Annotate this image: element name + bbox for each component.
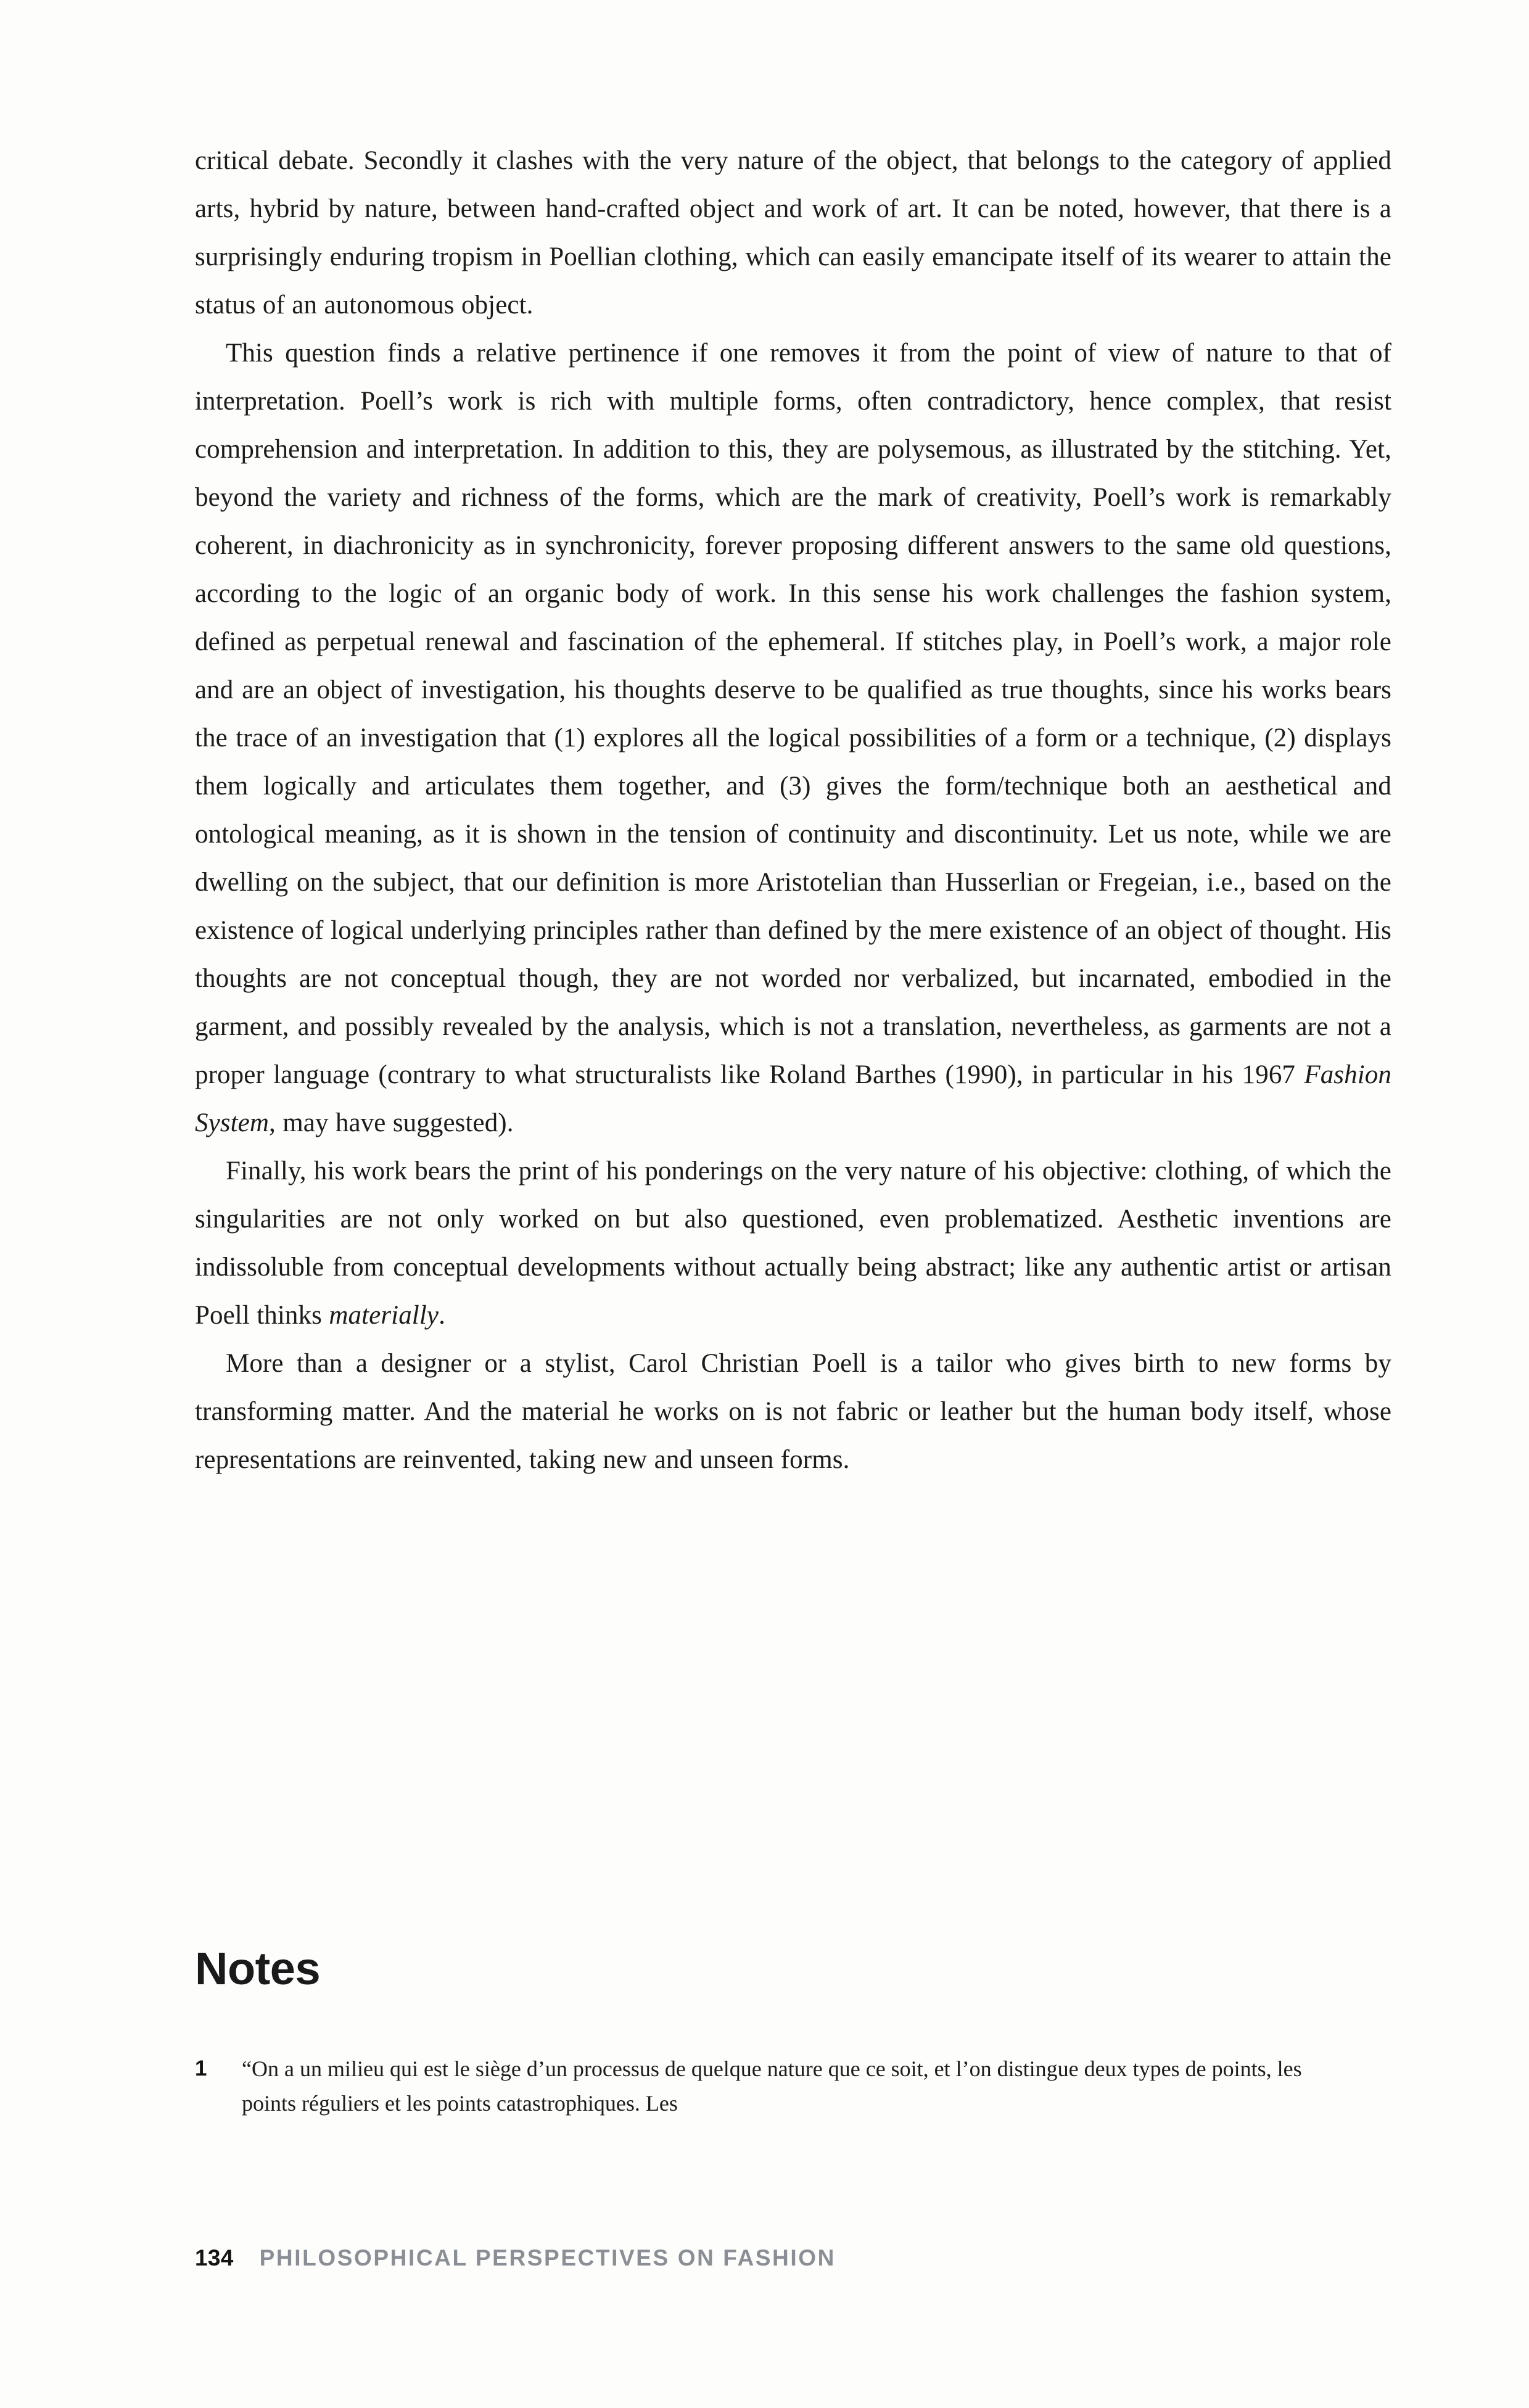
- page-footer: [195, 2245, 836, 2271]
- paragraph-text-run: This question finds a relative pertinence if one removes it from the point of view of nature to that of interpretation. Poell’s work is rich with multiple forms, often contradictory, hence complex, that resist comprehension and interpretation. In addition to this, they are polysemous, as illustrated by the stitching. Yet, beyond the variety and richness of the forms, which are the mark of creativity, Poell’s work is remarkably coherent, in diachronicity as in synchronicity, forever proposing different answers to the same old questions, according to the logic of an organic body of work. In this sense his work challenges the fashion system, defined as perpetual renewal and fascination of the ephemeral. If stitches play, in Poell’s work, a major role and are an object of investigation, his thoughts deserve to be qualified as true thoughts, since his works bears the trace of an investigation that (1) explores all the logical possibilities of a form or a technique, (2) displays them logically and articulates them together, and (3) gives the form/technique both an aesthetical and ontological meaning, as it is shown in the tension of continuity and discontinuity. Let us note, while we are dwelling on the subject, that our definition is more Aristotelian than Husserlian or Fregeian, i.e., based on the existence of logical underlying principles rather than defined by the mere existence of an object of thought. His thoughts are not conceptual though, they are not worded nor verbalized, but incarnated, embodied in the garment, and possibly revealed by the analysis, which is not a translation, nevertheless, as garments are not a proper language (contrary to what structuralists like Roland Barthes (1990), in particular in his 1967: [195, 339, 1391, 1089]
- italic-title-fashion-system: Fashion System: [195, 1060, 1391, 1137]
- paragraph-text-run-tail: .: [439, 1301, 445, 1330]
- page-number: 134: [195, 2245, 234, 2270]
- notes-heading: Notes: [195, 1943, 321, 1994]
- paragraph-more-than-a-designer: More than a designer or a stylist, Carol Christian Poell is a tailor who gives birth to new forms by transforming matter. And the material he works on is not fabric or leather but the human body itself, whose representations are reinvented, taking new and unseen forms.: [195, 1349, 1391, 1474]
- body-text-block: [195, 137, 1391, 1484]
- paragraph-critical-debate: critical debate. Secondly it clashes with the very nature of the object, that belongs to the category of applied arts, hybrid by nature, between hand-crafted object and work of art. It can be noted, however, that there is a surprisingly enduring tropism in Poellian clothing, which can easily emancipate itself of its wearer to attain the status of an autonomous object.: [195, 146, 1391, 320]
- paragraph-text-run: Finally, his work bears the print of his ponderings on the very nature of his objective: clothing, of which the singularities are not only worked on but also questioned, even problematized. Aesthetic inventions are indissoluble from conceptual developments without actually being abstract; like any authentic artist or artisan Poell thinks: [195, 1157, 1391, 1330]
- paragraph-this-question: [195, 329, 1391, 1147]
- note-number: 1: [195, 2056, 207, 2080]
- paragraph-finally: [195, 1147, 1391, 1340]
- notes-list: [195, 2051, 1361, 2121]
- note-item: [195, 2051, 1361, 2121]
- running-head: PHILOSOPHICAL PERSPECTIVES ON FASHION: [259, 2245, 836, 2270]
- italic-word-materially: materially: [329, 1301, 439, 1330]
- paragraph-text-run-tail: , may have suggested).: [269, 1108, 514, 1137]
- note-text: “On a un milieu qui est le siège d’un processus de quelque nature que ce soit, et l’on distingue deux types de points, les points réguliers et les points catastrophiques. Les: [242, 2056, 1302, 2116]
